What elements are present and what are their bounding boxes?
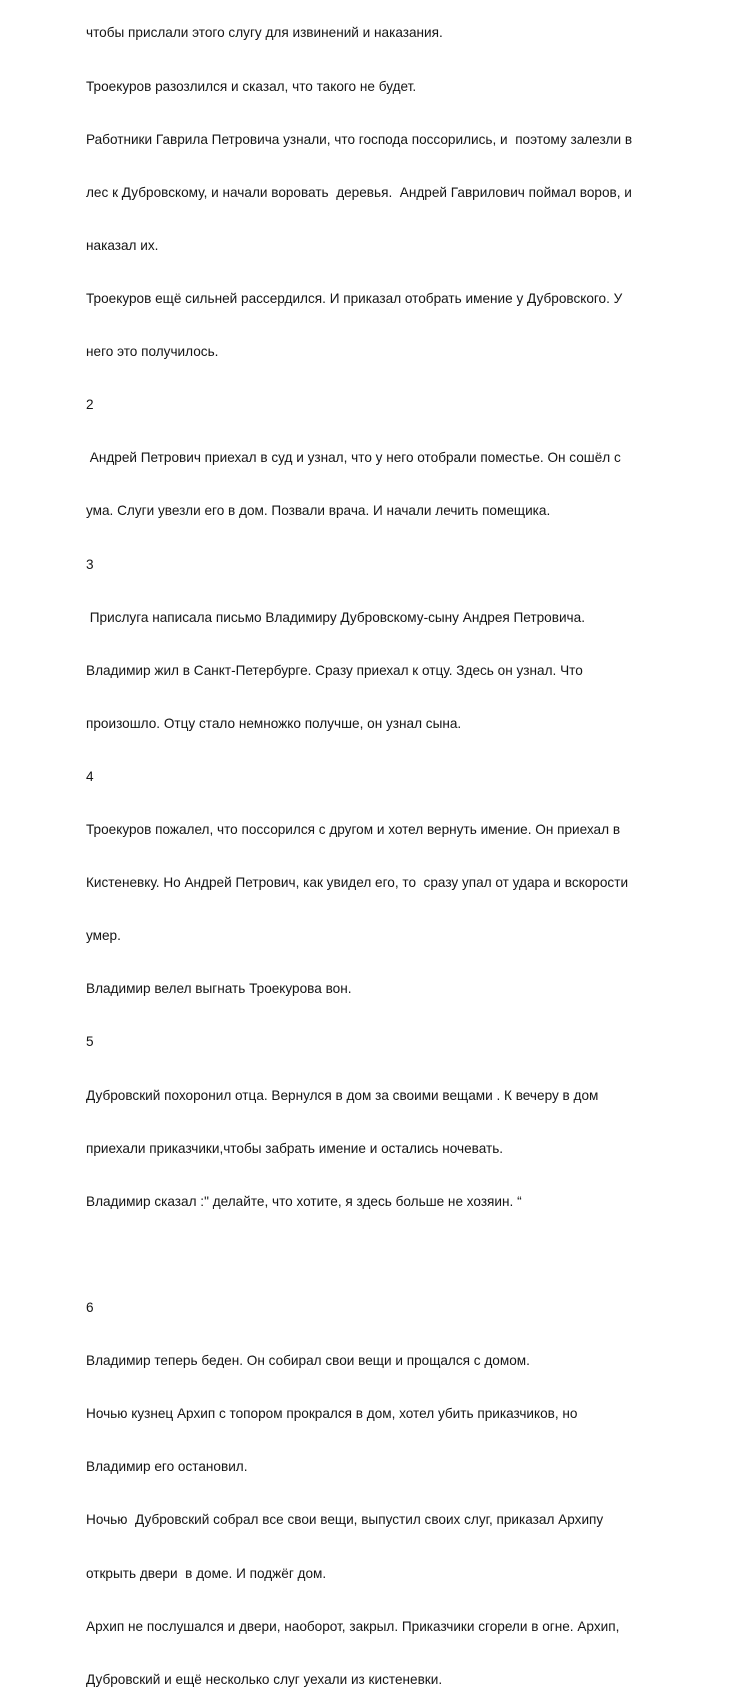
text-line: Андрей Петрович приехал в суд и узнал, что у него отобрали поместье. Он сошёл с <box>86 450 621 466</box>
blank-line <box>86 1246 686 1264</box>
text-line: Владимир сказал :" делайте, что хотите, я здесь больше не хозяин. “ <box>86 1193 522 1209</box>
section-number: 6 <box>86 1300 94 1316</box>
text-line: Троекуров пожалел, что поссорился с другом и хотел вернуть имение. Он приехал в <box>86 822 621 838</box>
text-line: умер. <box>86 928 121 944</box>
section-number: 3 <box>86 556 94 572</box>
section-number: 5 <box>86 1034 94 1050</box>
text-line: Троекуров разозлился и сказал, что такого не будет. <box>86 78 417 94</box>
text-line: лес к Дубровскому, и начали воровать деревья. Андрей Гаврилович поймал воров, и <box>86 184 632 200</box>
text-line: Дубровский похоронил отца. Вернулся в дом за своими вещами . К вечеру в дом <box>86 1087 599 1103</box>
text-line: Ночью Дубровский собрал все свои вещи, выпустил своих слуг, приказал Архипу <box>86 1512 604 1528</box>
text-line: Работники Гаврила Петровича узнали, что господа поссорились, и поэтому залезли в <box>86 131 633 147</box>
text-line: приехали приказчики,чтобы забрать имение и остались ночевать. <box>86 1140 504 1156</box>
text-line: Владимир жил в Санкт-Петербурге. Сразу приехал к отцу. Здесь он узнал. Что <box>86 662 583 678</box>
section-number: 2 <box>86 397 94 413</box>
text-line: Ночью кузнец Архип с топором прокрался в дом, хотел убить приказчиков, но <box>86 1406 578 1422</box>
text-line: наказал их. <box>86 237 159 253</box>
text-line: ума. Слуги увезли его в дом. Позвали врача. И начали лечить помещика. <box>86 503 551 519</box>
text-line: Архип не послушался и двери, наоборот, закрыл. Приказчики сгорели в огне. Архип, <box>86 1618 620 1634</box>
text-line: произошло. Отцу стало немножко получше, он узнал сына. <box>86 715 462 731</box>
text-line: Кистеневку. Но Андрей Петрович, как увидел его, то сразу упал от удара и вскорости <box>86 875 629 891</box>
text-line: чтобы прислали этого слугу для извинений и наказания. <box>86 25 443 41</box>
text-line: Дубровский и ещё несколько слуг уехали из кистеневки. <box>86 1671 443 1687</box>
text-line: него это получилось. <box>86 344 219 360</box>
text-line: Владимир его остановил. <box>86 1459 248 1475</box>
text-line: Владимир велел выгнать Троекурова вон. <box>86 981 352 997</box>
section-number: 4 <box>86 768 94 784</box>
text-line: открыть двери в доме. И поджёг дом. <box>86 1565 327 1581</box>
text-line: Прислуга написала письмо Владимиру Дубровскому-сыну Андрея Петровича. <box>86 609 585 625</box>
document-page <box>86 0 686 1706</box>
text-line: Владимир теперь беден. Он собирал свои вещи и прощался с домом. <box>86 1353 530 1369</box>
text-line: Троекуров ещё сильней рассердился. И приказал отобрать имение у Дубровского. У <box>86 290 623 306</box>
